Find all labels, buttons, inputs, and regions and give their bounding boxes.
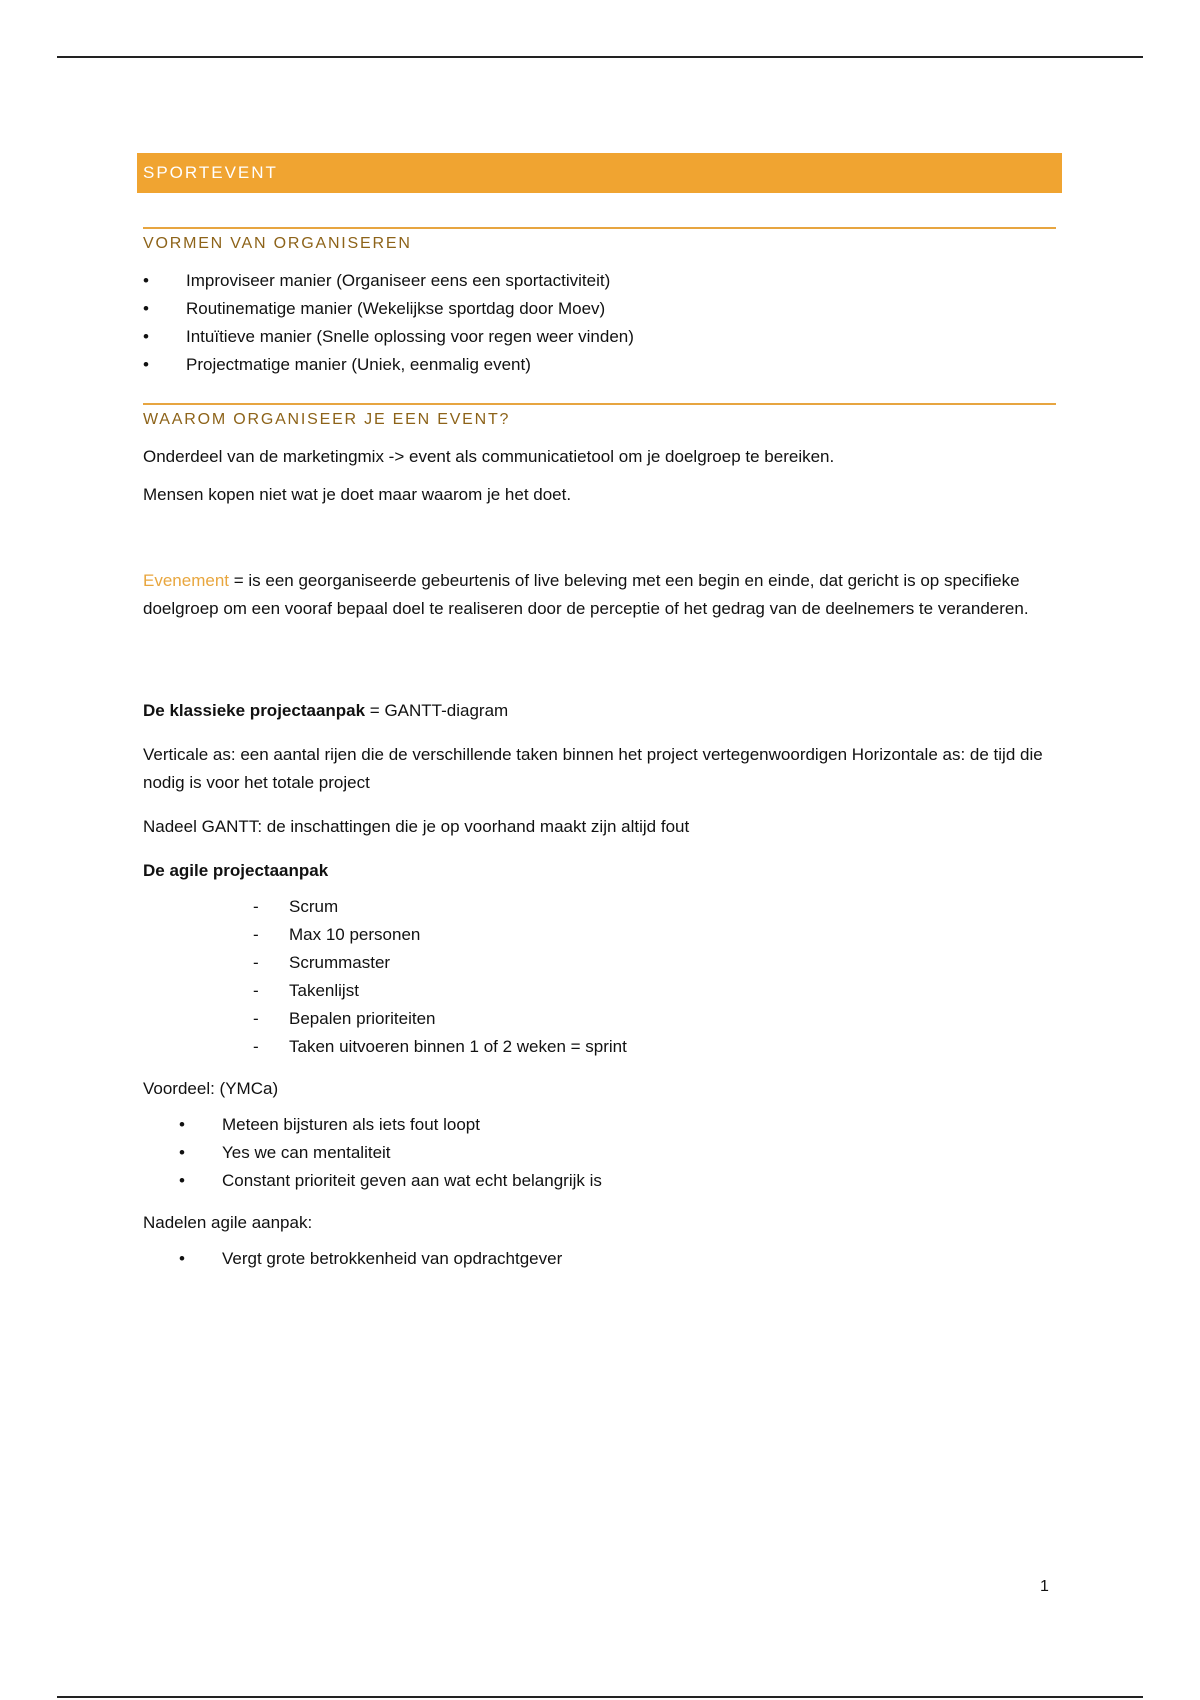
classic-heading: De klassieke projectaanpak = GANTT-diagram [143, 701, 509, 720]
list-item: - Taken uitvoeren binnen 1 of 2 weken = sprint [143, 1033, 1062, 1061]
definition-paragraph [143, 567, 1056, 623]
list-item: • Improviseer manier (Organiseer eens een sportactiviteit) [143, 267, 1062, 295]
section-heading-vormen: VORMEN VAN ORGANISEREN [143, 227, 1056, 253]
agile-heading: De agile projectaanpak [143, 861, 329, 880]
nadelen-label: Nadelen agile aanpak: [143, 1213, 313, 1232]
dash-icon: - [253, 897, 259, 916]
list-item: • Intuïtieve manier (Snelle oplossing voor regen weer vinden) [143, 323, 1062, 351]
paragraph-assen: Verticale as: een aantal rijen die de verschillende taken binnen het project vertegenwoordigen Horizontale as: de tijd die nodig is voor het totale project [143, 745, 1043, 792]
dash-icon: - [253, 981, 259, 1000]
paragraph-marketingmix: Onderdeel van de marketingmix -> event als communicatietool om je doelgroep te bereiken. [143, 447, 835, 466]
voordeel-list [137, 1111, 1062, 1195]
list-item: • Yes we can mentaliteit [143, 1139, 1062, 1167]
bullet-icon: • [179, 1171, 185, 1190]
voordeel-label: Voordeel: (YMCa) [143, 1079, 279, 1098]
bullet-icon: • [143, 327, 149, 346]
page-content [137, 153, 1062, 1287]
list-item: • Vergt grote betrokkenheid van opdrachtgever [143, 1245, 1062, 1273]
footer-rule [57, 1696, 1143, 1698]
page-number: 1 [1040, 1578, 1049, 1595]
list-item: • Projectmatige manier (Uniek, eenmalig event) [143, 351, 1062, 379]
dash-icon: - [253, 925, 259, 944]
header-rule [57, 56, 1143, 58]
definition-term: Evenement [143, 571, 229, 590]
bullet-icon: • [143, 355, 149, 374]
bullet-icon: • [143, 271, 149, 290]
list-item: • Routinematige manier (Wekelijkse sportdag door Moev) [143, 295, 1062, 323]
bullet-icon: • [143, 299, 149, 318]
dash-icon: - [253, 1009, 259, 1028]
nadelen-list [137, 1245, 1062, 1273]
dash-icon: - [253, 953, 259, 972]
list-item: - Scrummaster [143, 949, 1062, 977]
vormen-list [137, 267, 1062, 379]
bullet-icon: • [179, 1115, 185, 1134]
list-item: • Constant prioriteit geven aan wat echt belangrijk is [143, 1167, 1062, 1195]
list-item: - Takenlijst [143, 977, 1062, 1005]
dash-icon: - [253, 1037, 259, 1056]
agile-list [137, 893, 1062, 1061]
definition-text: = is een georganiseerde gebeurtenis of live beleving met een begin en einde, dat gericht is op specifieke doelgroep om een vooraf bepaal doel te realiseren door de perceptie of het gedrag van de deelnemers te veranderen. [143, 571, 1029, 618]
paragraph-waarom: Mensen kopen niet wat je doet maar waarom je het doet. [143, 485, 572, 504]
list-item: - Max 10 personen [143, 921, 1062, 949]
list-item: - Scrum [143, 893, 1062, 921]
section-heading-waarom: WAAROM ORGANISEER JE EEN EVENT? [143, 403, 1056, 429]
bullet-icon: • [179, 1143, 185, 1162]
bullet-icon: • [179, 1249, 185, 1268]
list-item: - Bepalen prioriteiten [143, 1005, 1062, 1033]
document-title: SPORTEVENT [137, 153, 1062, 193]
list-item: • Meteen bijsturen als iets fout loopt [143, 1111, 1062, 1139]
paragraph-nadeel-gantt: Nadeel GANTT: de inschattingen die je op voorhand maakt zijn altijd fout [143, 817, 690, 836]
